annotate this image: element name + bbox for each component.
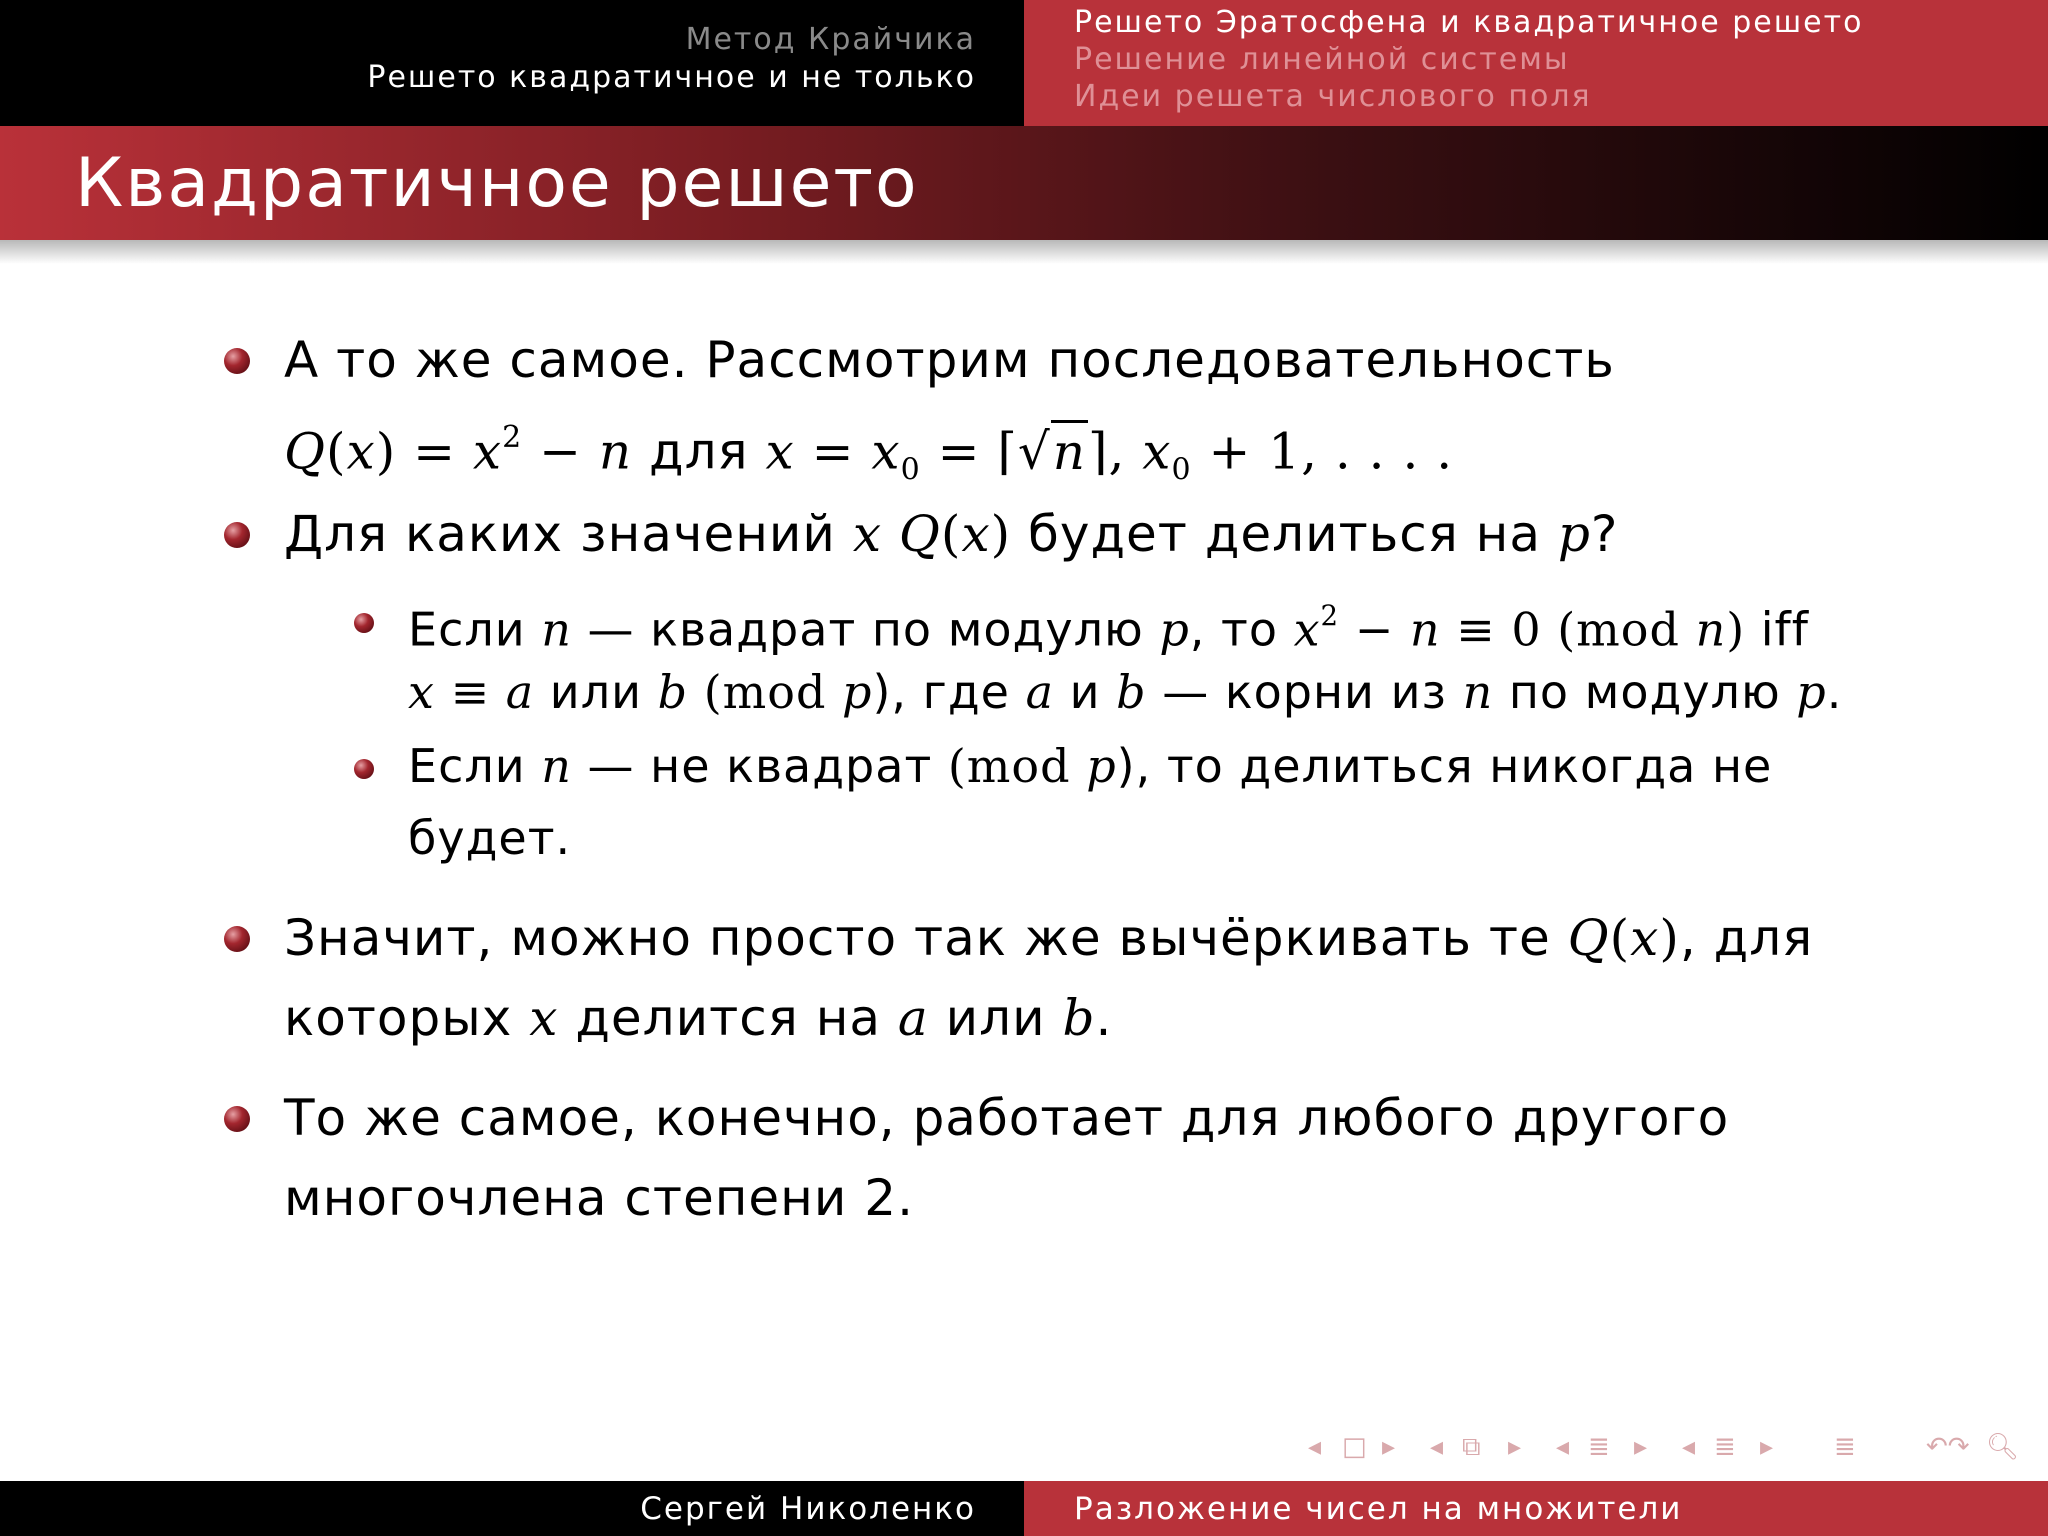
var-x: x — [346, 422, 376, 481]
var-x: x — [765, 422, 795, 481]
footer-author-panel — [0, 1481, 1024, 1536]
bullet-3-text-b: , для — [1679, 909, 1814, 967]
text-if: Если — [408, 602, 542, 657]
sub-bullet-1-line-1 — [408, 590, 1809, 659]
minus: − — [1339, 602, 1410, 657]
var-Q: Q — [284, 422, 326, 481]
var-b: b — [657, 665, 689, 719]
nav-subsection-eratosthenes[interactable]: Решето Эратосфена и квадратичное решето — [1074, 5, 1864, 40]
frame-title: Квадратичное решето — [75, 144, 919, 223]
subscript-0: 0 — [1171, 452, 1192, 488]
bullet-2-line — [284, 504, 1618, 564]
nav-toc-icon[interactable]: ≣ — [1834, 1432, 1856, 1462]
text-then: , то — [1189, 602, 1294, 657]
equals: = — [794, 422, 872, 481]
var-Q: Q — [1567, 909, 1610, 967]
var-p: p — [842, 665, 873, 719]
var-p: p — [1796, 665, 1827, 719]
exponent-2: 2 — [1320, 598, 1340, 632]
var-x0: x — [871, 422, 901, 481]
var-n: n — [541, 739, 572, 793]
var-n: n — [1051, 420, 1088, 481]
var-p: p — [1557, 505, 1591, 563]
equals: = — [396, 422, 473, 481]
var-x: x — [961, 505, 991, 563]
var-x: x — [408, 665, 435, 719]
var-x: x — [1630, 909, 1660, 967]
nav-frame-next-icon[interactable]: ▸ — [1382, 1432, 1396, 1462]
text-square-mod: — квадрат по модулю — [571, 602, 1160, 657]
nav-document-prev-icon[interactable]: ◂ — [1682, 1432, 1696, 1462]
header-navigation — [0, 0, 2048, 126]
var-a: a — [505, 665, 535, 719]
period: . — [1095, 989, 1113, 1047]
bullet-ball-icon — [224, 522, 250, 548]
text-if: Если — [408, 739, 542, 793]
var-a: a — [897, 989, 929, 1047]
minus: − — [522, 422, 599, 481]
beamer-navigation-symbols — [1300, 1432, 2030, 1472]
text-not-square: — не квадрат — [571, 739, 948, 793]
footer-title-panel — [1024, 1481, 2048, 1536]
sub-bullet-1-line-2 — [408, 662, 1842, 722]
var-p: p — [1086, 739, 1117, 793]
bullet-3-line-1 — [284, 908, 1813, 968]
nav-section-prev-icon[interactable]: ◂ — [1556, 1432, 1570, 1462]
text-divisible: делится на — [558, 989, 898, 1047]
equals: = — [920, 422, 998, 481]
nav-subsection-next-icon[interactable]: ▸ — [1508, 1432, 1522, 1462]
bullet-2-text-a: Для каких значений — [284, 505, 853, 563]
text-where: ), где — [872, 665, 1026, 719]
congruent-zero: ≡ 0 — [1440, 602, 1558, 657]
rparen: ) — [1659, 909, 1680, 967]
bullet-3-line-2 — [284, 988, 1112, 1048]
var-b: b — [1062, 989, 1096, 1047]
rparen: ) — [990, 505, 1012, 563]
nav-section-next-icon[interactable]: ▸ — [1634, 1432, 1648, 1462]
sub-bullet-2-line-2: будет. — [408, 811, 572, 865]
nav-subsection-number-field[interactable]: Идеи решета числового поля — [1074, 79, 1592, 114]
plus-one-ellipsis: + 1, . . . . — [1191, 422, 1454, 481]
nav-section-icon[interactable]: ≣ — [1588, 1432, 1610, 1462]
text-or: или — [534, 665, 658, 719]
sub-bullet-ball-icon — [354, 613, 374, 633]
var-p: p — [1159, 602, 1190, 657]
rparen: ) — [375, 422, 397, 481]
text-iff: iff — [1745, 602, 1809, 657]
var-n: n — [1462, 665, 1494, 719]
lparen: ( — [326, 422, 347, 481]
nav-back-forward-icon[interactable]: ↶↷ — [1926, 1432, 1970, 1462]
nav-subsection-prev-icon[interactable]: ◂ — [1430, 1432, 1444, 1462]
text-or: или — [928, 989, 1063, 1047]
var-a: a — [1025, 665, 1055, 719]
nav-subsection-linear-system[interactable]: Решение линейной системы — [1074, 42, 1570, 77]
nav-frame-prev-icon[interactable]: ◂ — [1308, 1432, 1322, 1462]
comma: , — [1108, 422, 1143, 481]
nav-search-icon[interactable]: 🔍︎ — [1986, 1432, 2020, 1462]
sub-bullet-2-line-1 — [408, 736, 1772, 796]
nav-document-next-icon[interactable]: ▸ — [1760, 1432, 1774, 1462]
bullet-ball-icon — [224, 1106, 250, 1132]
period: . — [1826, 665, 1843, 719]
var-x: x — [852, 505, 883, 563]
var-n: n — [1695, 602, 1727, 657]
var-x: x — [472, 422, 503, 481]
bullet-4-line-2: многочлена степени 2. — [284, 1169, 914, 1227]
lparen: ( — [1609, 909, 1631, 967]
var-x: x — [529, 989, 559, 1047]
nav-frame-icon[interactable]: □ — [1342, 1432, 1367, 1462]
nav-section-quadratic-sieve[interactable]: Решето квадратичное и не только — [367, 60, 976, 95]
mod-open: (mod — [703, 665, 843, 719]
word-for: для — [632, 422, 766, 481]
sqrt-icon: √ — [1017, 422, 1051, 481]
var-b: b — [1116, 665, 1147, 719]
text-by-mod: по модулю — [1493, 665, 1797, 719]
mod-open: (mod — [947, 739, 1087, 793]
subscript-0: 0 — [900, 452, 921, 488]
var-n: n — [598, 422, 633, 481]
var-n: n — [1409, 602, 1441, 657]
bullet-4-line-1: То же самое, конечно, работает для любого другого — [284, 1089, 1730, 1147]
bullet-ball-icon — [224, 926, 250, 952]
bullet-ball-icon — [224, 348, 250, 374]
ceil-left: ⌈ — [997, 422, 1018, 481]
bullet-2-text-b: будет делиться на — [1011, 505, 1558, 563]
text-never-divides: ), то делиться никогда не — [1116, 739, 1773, 793]
ceil-right: ⌉ — [1087, 422, 1109, 481]
var-x0: x — [1142, 422, 1172, 481]
congruent: ≡ — [434, 665, 506, 719]
var-Q: Q — [898, 505, 941, 563]
lparen: ( — [940, 505, 962, 563]
header-subsections-panel — [1024, 0, 2048, 126]
footer-author: Сергей Николенко — [640, 1491, 976, 1527]
bullet-1-formula — [284, 412, 1453, 501]
nav-document-icon[interactable]: ≣ — [1714, 1432, 1736, 1462]
var-n: n — [541, 602, 572, 657]
title-shadow — [0, 240, 2048, 264]
bullet-3-text-a: Значит, можно просто так же вычёркивать те — [284, 909, 1568, 967]
exponent-2: 2 — [502, 419, 523, 455]
footer-title: Разложение чисел на множители — [1074, 1491, 1683, 1527]
frame-title-bar — [0, 126, 2048, 240]
slide-content — [0, 264, 2048, 1364]
text-and: и — [1054, 665, 1117, 719]
header-sections-panel — [0, 0, 1024, 126]
var-x: x — [1293, 602, 1321, 657]
bullet-1-line-1: А то же самое. Рассмотрим последовательность — [284, 331, 1615, 389]
nav-subsection-icon[interactable]: ⧉ — [1462, 1432, 1481, 1462]
sub-bullet-ball-icon — [354, 759, 374, 779]
mod-close: ) — [1726, 602, 1746, 657]
mod-open: (mod — [1557, 602, 1696, 657]
text-roots: — корни из — [1146, 665, 1463, 719]
nav-section-kraitchik[interactable]: Метод Крайчика — [685, 22, 976, 57]
text-which: которых — [284, 989, 530, 1047]
footer — [0, 1481, 2048, 1536]
question-mark: ? — [1590, 505, 1619, 563]
